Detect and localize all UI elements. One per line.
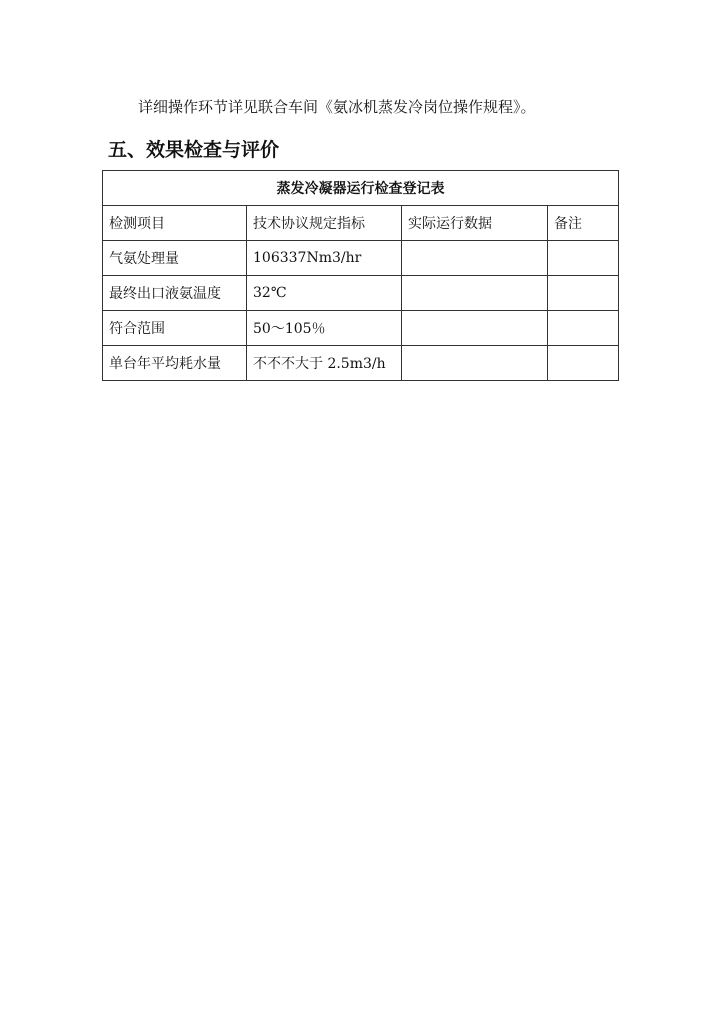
table-row bbox=[103, 241, 619, 276]
table-header-row bbox=[103, 206, 619, 241]
section-heading: 五、效果检查与评价 bbox=[108, 139, 280, 161]
header-cell-spec: 技术协议规定指标 bbox=[247, 206, 402, 241]
table-cell bbox=[402, 276, 548, 311]
table-cell: 32℃ bbox=[247, 276, 402, 311]
header-cell-actual: 实际运行数据 bbox=[402, 206, 548, 241]
table-row bbox=[103, 311, 619, 346]
table-row bbox=[103, 276, 619, 311]
header-cell-item: 检测项目 bbox=[103, 206, 247, 241]
header-cell-remarks: 备注 bbox=[548, 206, 619, 241]
table-cell: 50～105％ bbox=[247, 311, 402, 346]
body-paragraph: 详细操作环节详见联合车间《氨冰机蒸发冷岗位操作规程》。 bbox=[138, 98, 536, 116]
table-cell bbox=[402, 241, 548, 276]
inspection-register-table bbox=[102, 170, 619, 381]
table-cell: 气氨处理量 bbox=[103, 241, 247, 276]
table-cell: 单台年平均耗水量 bbox=[103, 346, 247, 381]
table-caption-row bbox=[103, 171, 619, 206]
table-cell bbox=[402, 311, 548, 346]
table-cell bbox=[548, 311, 619, 346]
table-row bbox=[103, 346, 619, 381]
table-caption: 蒸发冷凝器运行检查登记表 bbox=[103, 171, 619, 206]
table-cell: 最终出口液氨温度 bbox=[103, 276, 247, 311]
table-cell bbox=[402, 346, 548, 381]
table-cell bbox=[548, 276, 619, 311]
table-cell: 106337Nm3/hr bbox=[247, 241, 402, 276]
table-cell bbox=[548, 241, 619, 276]
table-cell bbox=[548, 346, 619, 381]
table-cell: 符合范围 bbox=[103, 311, 247, 346]
table-cell: 不不不大于 2.5m3/h bbox=[247, 346, 402, 381]
